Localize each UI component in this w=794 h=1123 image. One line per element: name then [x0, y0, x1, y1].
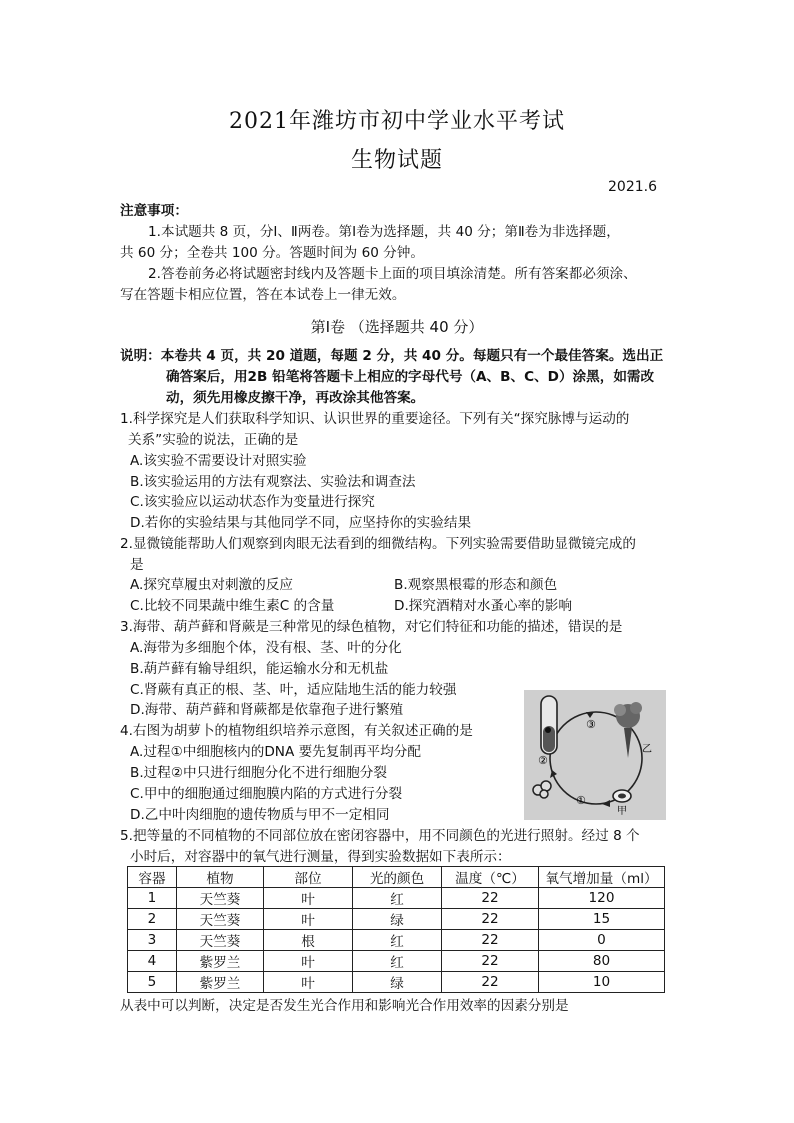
section-note-1: 说明：本卷共 4 页，共 20 道题，每题 2 分，共 40 分。每题只有一个最佳答案。选出正: [120, 348, 664, 364]
q3-option-d: D.海带、葫芦藓和肾蕨都是依靠孢子进行繁殖: [130, 702, 404, 718]
tissue-culture-diagram: [524, 690, 666, 820]
table-cell: 3: [128, 930, 177, 951]
notice-line-3: 2.答卷前务必将试题密封线内及答题卡上面的项目填涂清楚。所有答案都必须涂、: [148, 266, 637, 282]
table-cell: 紫罗兰: [177, 951, 264, 972]
table-cell: 叶: [264, 951, 353, 972]
notice-line-4: 写在答题卡相应位置，答在本试卷上一律无效。: [120, 287, 406, 303]
table-cell: 15: [539, 909, 665, 930]
q3-option-a: A.海带为多细胞个体，没有根、茎、叶的分化: [130, 640, 402, 656]
q5-after-table: 从表中可以判断，决定是否发生光合作用和影响光合作用效率的因素分别是: [120, 998, 569, 1014]
table-cell: 1: [128, 888, 177, 909]
q5-stem-1: 5.把等量的不同植物的不同部位放在密闭容器中，用不同颜色的光进行照射。经过 8 个: [120, 828, 640, 844]
table-header-cell: 温度（℃）: [442, 867, 539, 888]
table-cell: 叶: [264, 972, 353, 993]
arrow-step1-icon: [602, 800, 610, 807]
table-row: [128, 972, 665, 993]
q4-option-c: C.甲中的细胞通过细胞膜内陷的方式进行分裂: [130, 786, 403, 802]
test-tube-icon: [541, 696, 557, 754]
table-cell: 天竺葵: [177, 930, 264, 951]
table-header-cell: 氧气增加量（ml）: [539, 867, 665, 888]
q1-option-b: B.该实验运用的方法有观察法、实验法和调查法: [130, 474, 416, 490]
table-cell: 绿: [353, 972, 442, 993]
table-cell: 紫罗兰: [177, 972, 264, 993]
table-cell: 22: [442, 909, 539, 930]
table-cell: 叶: [264, 909, 353, 930]
table-cell: 绿: [353, 909, 442, 930]
table-header-cell: 部位: [264, 867, 353, 888]
figure-label-step1: ①: [576, 794, 586, 807]
figure-label-jia: 甲: [617, 806, 627, 817]
q1-option-c: C.该实验应以运动状态作为变量进行探究: [130, 494, 375, 510]
experiment-table: [127, 866, 665, 993]
figure-label-step2: ②: [538, 754, 548, 767]
q5-stem-2: 小时后，对容器中的氧气进行测量，得到实验数据如下表所示：: [130, 849, 511, 865]
table-row: [128, 930, 665, 951]
q2-stem-1: 2.显微镜能帮助人们观察到肉眼无法看到的细微结构。下列实验需要借助显微镜完成的: [120, 536, 636, 552]
q4-option-d: D.乙中叶肉细胞的遗传物质与甲不一定相同: [130, 807, 390, 823]
exam-date: 2021.6: [608, 179, 657, 195]
table-cell: 10: [539, 972, 665, 993]
table-cell: 0: [539, 930, 665, 951]
table-header-row: [128, 867, 665, 888]
table-header-cell: 植物: [177, 867, 264, 888]
q1-option-d: D.若你的实验结果与其他同学不同，应坚持你的实验结果: [130, 515, 472, 531]
notice-line-2: 共 60 分；全卷共 100 分。答题时间为 60 分钟。: [120, 245, 424, 261]
exam-subject-title: 生物试题: [350, 148, 443, 173]
table-cell: 4: [128, 951, 177, 972]
figure-label-yi: 乙: [642, 744, 652, 755]
table-row: [128, 909, 665, 930]
section-title: 第Ⅰ卷 （选择题共 40 分）: [310, 318, 484, 336]
q1-stem-2: 关系”实验的说法，正确的是: [128, 432, 299, 448]
table-cell: 22: [442, 888, 539, 909]
table-cell: 红: [353, 930, 442, 951]
q4-option-b: B.过程②中只进行细胞分化不进行细胞分裂: [130, 765, 387, 781]
cell-cluster-icon: [533, 781, 551, 798]
q4-option-a: A.过程①中细胞核内的DNA 要先复制再平均分配: [130, 744, 421, 760]
q2-stem-2: 是: [130, 557, 144, 573]
section-note-2: 确答案后，用2B 铅笔将答题卡上相应的字母代号（A、B、C、D）涂黑，如需改: [166, 369, 655, 385]
q3-option-c: C.肾蕨有真正的根、茎、叶，适应陆地生活的能力较强: [130, 682, 457, 698]
section-note-3: 动，须先用橡皮擦干净，再改涂其他答案。: [166, 390, 425, 406]
q1-option-a: A.该实验不需要设计对照实验: [130, 453, 307, 469]
notice-heading: 注意事项：: [120, 203, 188, 219]
tissue-culture-figure: [524, 690, 666, 820]
carrot-plant-icon: [614, 702, 642, 758]
q3-option-b: B.葫芦藓有输导组织，能运输水分和无机盐: [130, 661, 389, 677]
notice-line-1: 1.本试题共 8 页，分Ⅰ、Ⅱ两卷。第Ⅰ卷为选择题，共 40 分；第Ⅱ卷为非选择题，: [148, 224, 620, 240]
table-cell: 120: [539, 888, 665, 909]
table-cell: 叶: [264, 888, 353, 909]
table-header-cell: 容器: [128, 867, 177, 888]
table-row: [128, 951, 665, 972]
petri-dish-icon: [613, 790, 631, 802]
table-cell: 红: [353, 888, 442, 909]
q2-option-b: B.观察黑根霉的形态和颜色: [394, 577, 558, 593]
table-cell: 天竺葵: [177, 888, 264, 909]
table-cell: 80: [539, 951, 665, 972]
table-cell: 5: [128, 972, 177, 993]
q4-stem-1: 4.右图为胡萝卜的植物组织培养示意图，有关叙述正确的是: [120, 723, 473, 739]
table-row: [128, 888, 665, 909]
q2-option-d: D.探究酒精对水蚤心率的影响: [394, 598, 572, 614]
table-cell: 根: [264, 930, 353, 951]
q2-option-a: A.探究草履虫对刺激的反应: [130, 577, 293, 593]
exam-title: 2021年潍坊市初中学业水平考试: [229, 109, 565, 134]
table-cell: 22: [442, 972, 539, 993]
q2-option-c: C.比较不同果蔬中维生素C 的含量: [130, 598, 335, 614]
table-cell: 2: [128, 909, 177, 930]
q1-stem-1: 1.科学探究是人们获取科学知识、认识世界的重要途径。下列有关“探究脉博与运动的: [120, 411, 630, 427]
table-cell: 22: [442, 951, 539, 972]
table-cell: 红: [353, 951, 442, 972]
table-cell: 天竺葵: [177, 909, 264, 930]
q3-stem-1: 3.海带、葫芦藓和肾蕨是三种常见的绿色植物，对它们特征和功能的描述，错误的是: [120, 619, 623, 635]
table-cell: 22: [442, 930, 539, 951]
figure-label-step3: ③: [586, 718, 596, 731]
table-header-cell: 光的颜色: [353, 867, 442, 888]
